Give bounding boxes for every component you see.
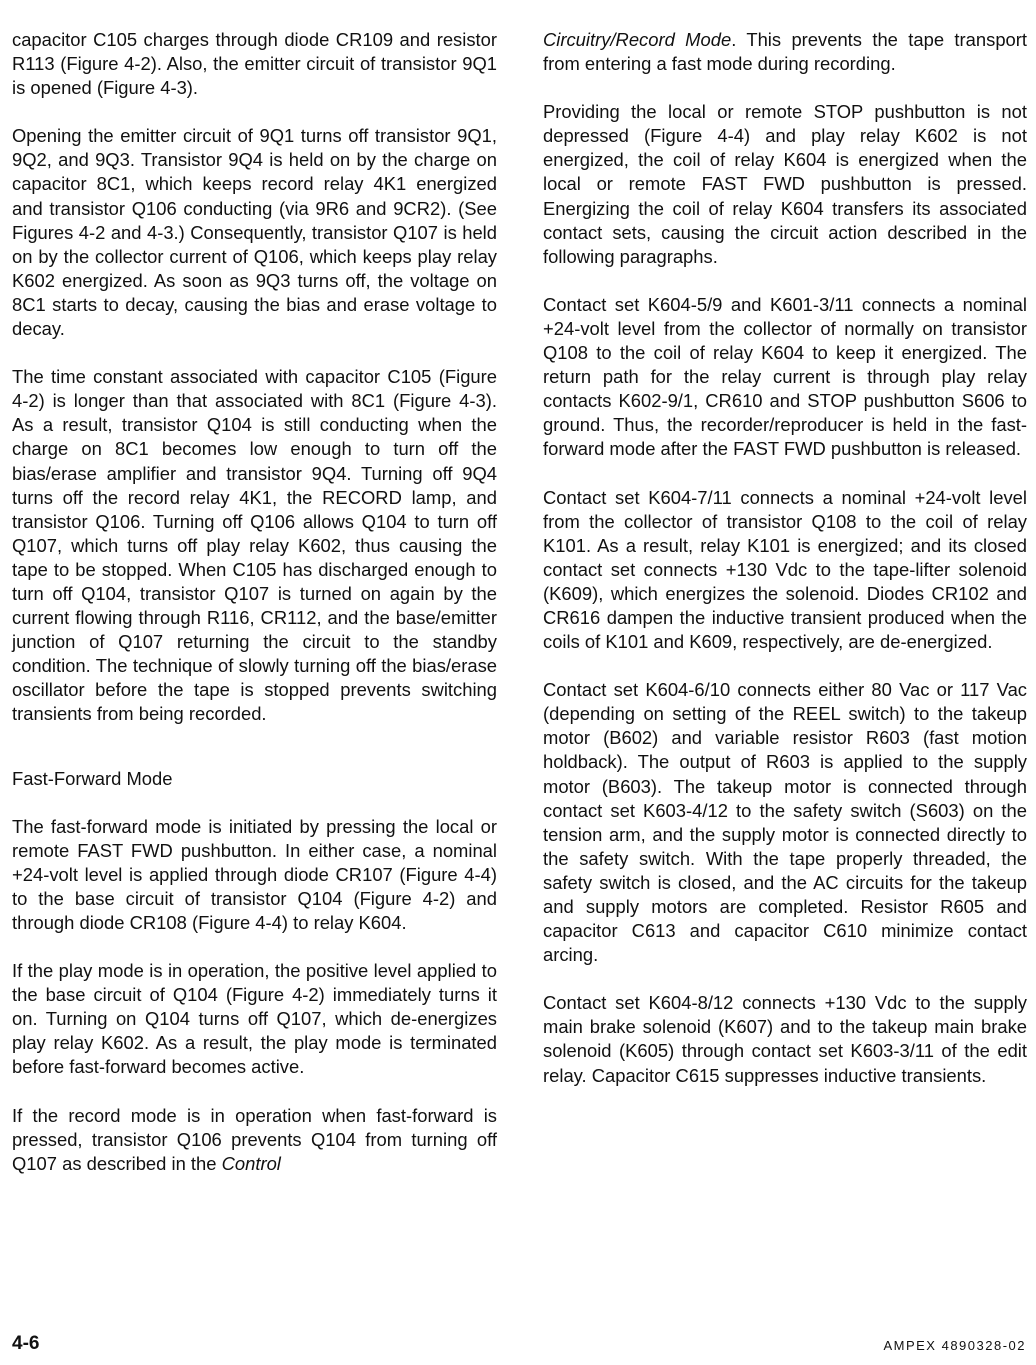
page-number: 4-6 bbox=[12, 1333, 40, 1354]
paragraph: The fast-forward mode is initiated by pressing the local or remote FAST FWD pushbutton. In either case, a nominal +24-volt level is applied through diode CR107 (Figure 4-4) to the base circuit of transistor Q104 (Figure 4-2) and through diode CR108 (Figure 4-4) to relay K604. bbox=[12, 815, 497, 933]
paragraph: Providing the local or remote STOP pushbutton is not depressed (Figure 4-4) and play relay K602 is not energized, the coil of relay K604 is energized when the local or remote FAST FWD pushbutton is pressed. Energizing the coil of relay K604 transfers its associated contact sets, causing the circuit action described in the following paragraphs. bbox=[543, 101, 1027, 267]
paragraph: The time constant associated with capacitor C105 (Figure 4-2) is longer than that associated with 8C1 (Figure 4-3). As a result, transistor Q104 is still conducting when the charge on 8C1 becomes low enough to turn off the bias/erase amplifier and transistor 9Q4. Turning off 9Q4 turns off the record relay 4K1, the RECORD lamp, and transistor Q106. Turning off Q106 allows Q104 to turn off Q107, which turns off play relay K602, thus causing the tape to be stopped. When C105 has discharged enough to turn off Q104, transistor Q107 is turned on again by the current flowing through R116, CR112, and the base/emitter junction of Q107 returning the circuit to the standby condition. The technique of slowly turning off the bias/erase oscillator before the tape is stopped prevents switching transients from being recorded. bbox=[12, 366, 497, 725]
right-column bbox=[543, 28, 1027, 1088]
section-reference: Circuitry/Record Mode bbox=[543, 29, 732, 50]
paragraph: Opening the emitter circuit of 9Q1 turns off transistor 9Q1, 9Q2, and 9Q3. Transistor 9Q4 is held on by the charge on capacitor 8C1, which keeps record relay 4K1 energized and transistor Q106 conducting (via 9R6 and 9CR2). (See Figures 4-2 and 4-3.) Consequently, transistor Q107 is held on by the collector current of Q106, which keeps play relay K602 energized. As soon as 9Q3 turns off, the voltage on 8C1 starts to decay, causing the bias and erase voltage to decay. bbox=[12, 125, 497, 340]
paragraph: capacitor C105 charges through diode CR109 and resistor R113 (Figure 4-2). Also, the emitter circuit of transistor 9Q1 is opened (Figure 4-3). bbox=[12, 29, 497, 99]
document-id: AMPEX 4890328-02 bbox=[883, 1338, 1026, 1353]
paragraph: Contact set K604-6/10 connects either 80 Vac or 117 Vac (depending on setting of the REEL switch) to the takeup motor (B602) and variable resistor R603 (fast motion holdback). The output of R603 is applied to the supply motor (B603). The takeup motor is connected through contact set K603-4/12 to the safety switch (S603) on the tension arm, and the supply motor is connected directly to the safety switch. With the tape properly threaded, the safety switch is closed, and the AC circuits for the takeup and supply motors are completed. Resistor R605 and capacitor C613 and capacitor C610 minimize contact arcing. bbox=[543, 679, 1027, 966]
paragraph bbox=[12, 1104, 497, 1176]
left-column bbox=[12, 28, 497, 1176]
paragraph-text: . This prevents the tape transport from entering a fast mode during recording. bbox=[543, 29, 1028, 75]
paragraph: If the play mode is in operation, the positive level applied to the base circuit of Q104 (Figure 4-2) immediately turns it on. Turning on Q104 turns off Q107, which de-energizes play relay K602. As a result, the play mode is terminated before fast-forward becomes active. bbox=[12, 960, 497, 1078]
paragraph: Contact set K604-5/9 and K601-3/11 connects a nominal +24-volt level from the collector of normally on transistor Q108 to the coil of relay K604 to keep it energized. The return path for the relay current is through play relay contacts K602-9/1, CR610 and STOP pushbutton S606 to ground. Thus, the recorder/reproducer is held in the fast-forward mode after the FAST FWD pushbutton is released. bbox=[543, 293, 1027, 460]
paragraph bbox=[543, 28, 1027, 76]
paragraph: Contact set K604-7/11 connects a nominal +24-volt level from the collector of transistor Q108 to the coil of relay K101. As a result, relay K101 is energized; and its closed contact set connects +130 Vdc to the tape-lifter solenoid (K609), which energizes the solenoid. Diodes CR102 and CR616 dampen the inductive transient produced when the coils of K101 and K609, respectively, are de-energized. bbox=[543, 486, 1027, 653]
paragraph-text: If the record mode is in operation when fast-forward is pressed, transistor Q106 prevents Q104 from turning off Q107 as described in the bbox=[12, 1104, 497, 1174]
section-heading: Fast-Forward Mode bbox=[12, 767, 173, 789]
section-reference: Control bbox=[221, 1152, 281, 1174]
paragraph: Contact set K604-8/12 connects +130 Vdc to the supply main brake solenoid (K607) and to the takeup main brake solenoid (K605) through contact set K603-3/11 of the edit relay. Capacitor C615 suppresses inductive transients. bbox=[543, 992, 1027, 1086]
